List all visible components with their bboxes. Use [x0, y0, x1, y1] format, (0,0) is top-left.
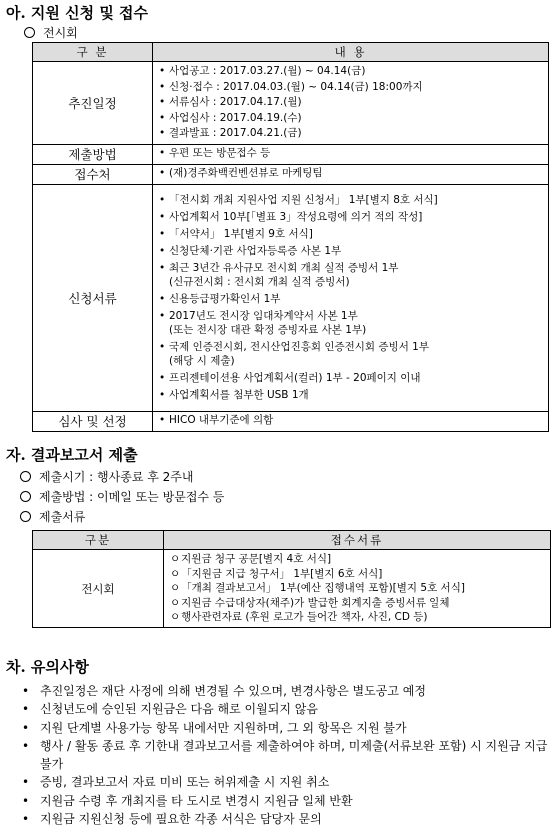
list-item: • 신청단체·기관 사업자등록증 사본 1부: [159, 244, 548, 258]
result-item: [20, 488, 224, 505]
list-item: • 사업공고 : 2017.03.27.(월) ~ 04.14(금): [159, 64, 548, 80]
method-cell: [153, 144, 549, 164]
list-item: • 사업계획서를 첨부한 USB 1개: [159, 388, 548, 402]
notice-list: [18, 682, 548, 828]
list-item: ㅇ 행사관련자료 (후원 로고가 들어간 책자, 사진, CD 등): [170, 610, 550, 625]
list-item: • 사업계획서 10부[「별표 3」작성요령에 의거 적의 작성]: [159, 210, 548, 224]
list-item: • 사업심사 : 2017.04.19.(수): [159, 111, 548, 127]
schedule-cell: [153, 62, 549, 145]
list-item: ㅇ 지원금 수급대상자(채주)가 발급한 회계지출 증빙서류 일체: [170, 596, 550, 611]
result-item-text: 제출시기 : 행사종료 후 2주내: [39, 470, 194, 484]
list-item: • 국제 인증전시회, 전시산업진흥회 인증전시회 증빙서 1부 (해당 시 제출): [159, 340, 548, 368]
list-item: ㅇ 지원금 청구 공문[별지 4호 서식]: [170, 552, 550, 567]
list-item: • 신청·접수 : 2017.04.03.(월) ~ 04.14(금) 18:00까지: [159, 80, 548, 96]
result-docs-cell: [164, 550, 551, 628]
list-item: • 추진일정은 재단 사정에 의해 변경될 수 있으며, 변경사항은 별도공고 예정: [18, 682, 548, 700]
section-c-title: 차. 유의사항: [6, 658, 89, 676]
list-item: • 신용등급평가확인서 1부: [159, 292, 548, 306]
circle-bullet-icon: [20, 491, 31, 502]
circle-bullet-icon: [20, 511, 31, 522]
receiver-cell: [153, 164, 549, 184]
header-content: 내 용: [153, 43, 549, 62]
list-item: ㅇ 「개최 결과보고서」 1부(예산 집행내역 포함)[별지 5호 서식]: [170, 581, 550, 596]
result-table: [32, 530, 551, 628]
list-item: • 결과발표 : 2017.04.21.(금): [159, 126, 548, 142]
result-item: [20, 508, 85, 525]
section-a-title: 아. 지원 신청 및 접수: [6, 4, 149, 22]
list-item: • 최근 3년간 유사규모 전시회 개최 실적 증빙서 1부 (신규전시회 : 전시회 개최 실적 증빙서): [159, 261, 548, 289]
section-a-subtitle: [24, 24, 78, 41]
section-b-title: 자. 결과보고서 제출: [6, 446, 138, 464]
list-item: • 증빙, 결과보고서 자료 미비 또는 허위제출 시 지원 취소: [18, 773, 548, 791]
header-category: 구분: [33, 531, 164, 550]
list-item: ㅇ 「지원금 지급 청구서」 1부[별지 6호 서식]: [170, 567, 550, 582]
list-item: • HICO 내부기준에 의함: [159, 413, 548, 429]
row-label-method: 제출방법: [33, 144, 153, 164]
application-table: [32, 42, 549, 432]
list-item: • 지원금 지원신청 등에 필요한 각종 서식은 담당자 문의: [18, 810, 548, 828]
list-item: • 지원 단계별 사용가능 항목 내에서만 지원하며, 그 외 항목은 지원 불가: [18, 719, 548, 737]
header-category: 구 분: [33, 43, 153, 62]
list-item: • 행사 / 활동 종료 후 기한내 결과보고서를 제출하여야 하며, 미제출(서류보완 포함) 시 지원금 지급불가: [18, 737, 548, 774]
list-item: • 2017년도 전시장 임대차계약서 사본 1부 (또는 전시장 대관 확정 증빙자료 사본 1부): [159, 309, 548, 337]
list-item: • 지원금 수령 후 개최지를 타 도시로 변경시 지원금 일체 반환: [18, 792, 548, 810]
list-item: • 신청년도에 승인된 지원금은 다음 해로 이월되지 않음: [18, 700, 548, 718]
list-item: • 「서약서」 1부[별지 9호 서식]: [159, 227, 548, 241]
subtitle-text: 전시회: [43, 26, 78, 40]
circle-bullet-icon: [24, 27, 35, 38]
list-item: • (재)경주화백컨벤션뷰로 마케팅팀: [159, 166, 548, 182]
result-item: [20, 468, 193, 485]
row-label-exhibition: 전시회: [33, 550, 164, 628]
review-cell: [153, 411, 549, 431]
list-item: • 서류심사 : 2017.04.17.(월): [159, 95, 548, 111]
circle-bullet-icon: [20, 471, 31, 482]
header-documents: 접수서류: [164, 531, 551, 550]
list-item: • 「전시회 개최 지원사업 지원 신청서」 1부[별지 8호 서식]: [159, 193, 548, 207]
row-label-review: 심사 및 선정: [33, 411, 153, 431]
row-label-receiver: 접수처: [33, 164, 153, 184]
row-label-documents: 신청서류: [33, 184, 153, 411]
result-item-text: 제출서류: [39, 510, 86, 524]
list-item: • 프리젠테이션용 사업계획서(컬러) 1부 - 20페이지 이내: [159, 371, 548, 385]
list-item: • 우편 또는 방문접수 등: [159, 146, 548, 162]
result-item-text: 제출방법 : 이메일 또는 방문접수 등: [39, 490, 225, 504]
documents-cell: [153, 184, 549, 411]
row-label-schedule: 추진일정: [33, 62, 153, 145]
